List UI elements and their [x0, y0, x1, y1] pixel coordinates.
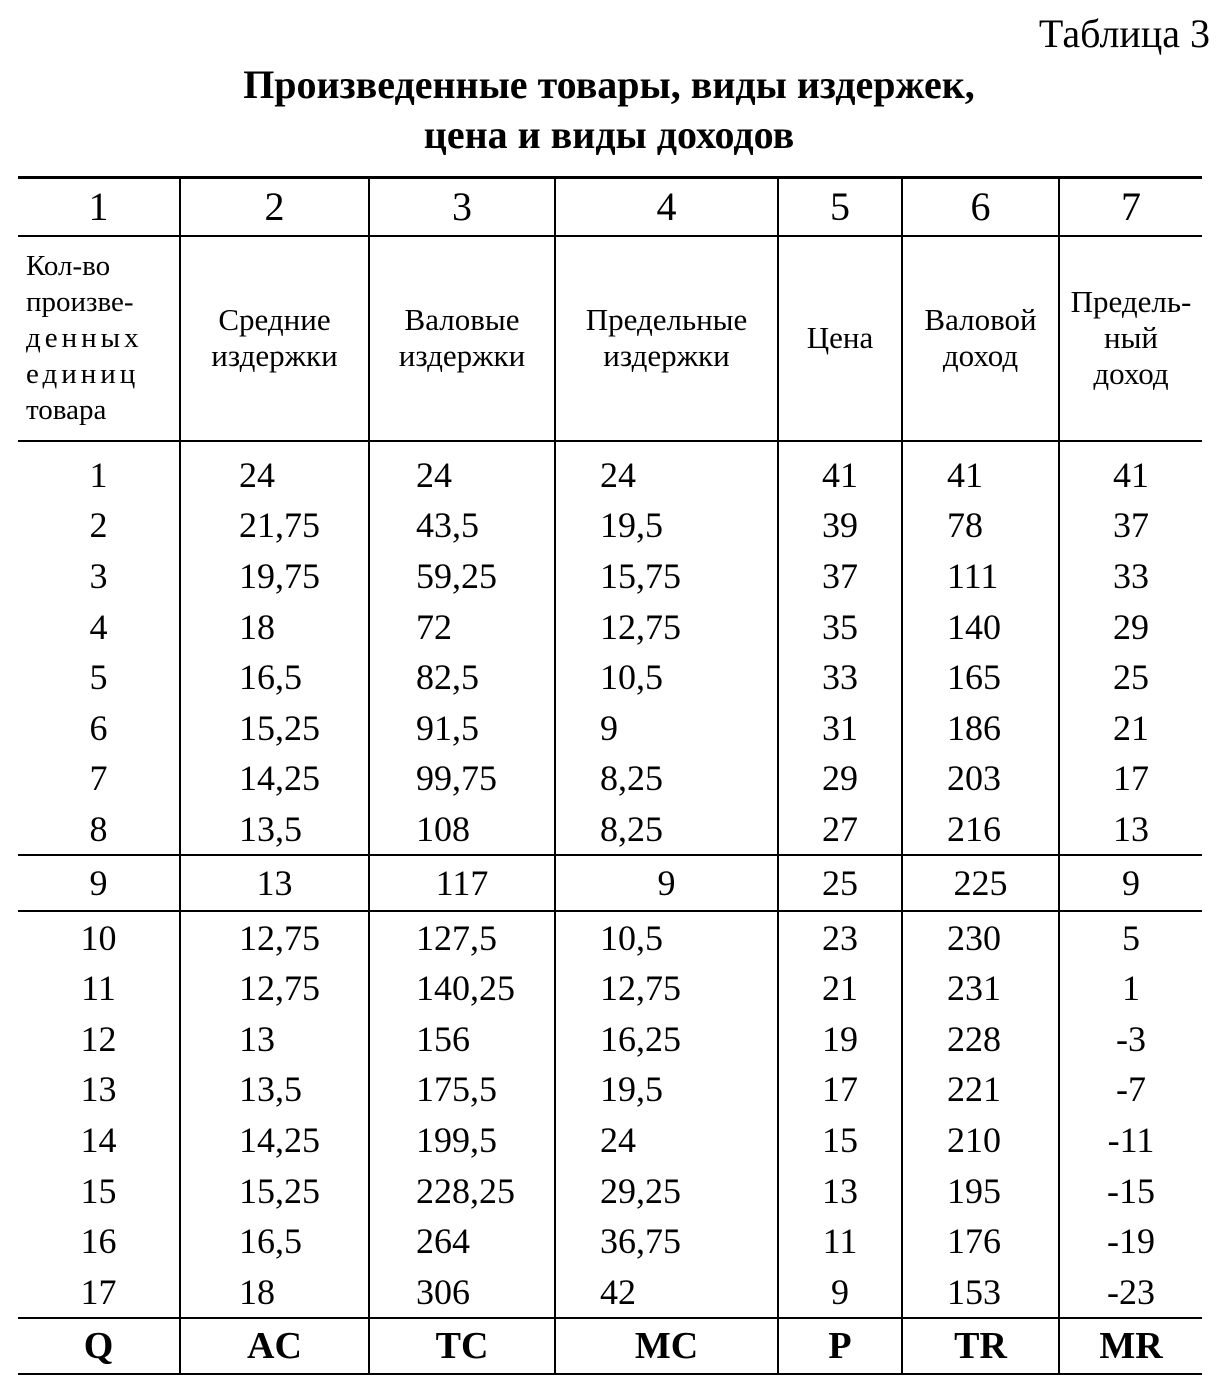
- table-row: [18, 1013, 1202, 1064]
- table-cell: 199,5: [369, 1115, 555, 1166]
- table-cell: 82,5: [369, 652, 555, 703]
- table-cell: 15,75: [555, 551, 778, 602]
- table-row: [18, 1266, 1202, 1318]
- table-cell: 216: [902, 804, 1059, 856]
- column-number: 7: [1059, 178, 1202, 236]
- table-cell: 306: [369, 1266, 555, 1318]
- table-cell: 25: [778, 855, 902, 911]
- table-cell: 6: [89, 707, 108, 748]
- column-number: 5: [778, 178, 902, 236]
- table-cell: 21: [778, 963, 902, 1014]
- header-line: издержки: [603, 338, 730, 373]
- table-cell: 24: [555, 1115, 778, 1166]
- table-cell: 13,5: [180, 804, 369, 856]
- table-cell: 19,5: [555, 500, 778, 551]
- table-cell: 37: [1059, 500, 1202, 551]
- table-cell: 9: [555, 702, 778, 753]
- table-row: [18, 601, 1202, 652]
- table-cell: 99,75: [369, 753, 555, 804]
- table-cell: 264: [369, 1216, 555, 1267]
- table-cell: 3: [89, 555, 108, 596]
- header-line: издержки: [211, 338, 338, 373]
- table-cell: 19,5: [555, 1064, 778, 1115]
- header-line: доход: [942, 338, 1019, 373]
- table-cell: 15: [80, 1170, 117, 1211]
- table-cell: 36,75: [555, 1216, 778, 1267]
- table-cell: 231: [902, 963, 1059, 1014]
- table-cell: 31: [778, 702, 902, 753]
- table-cell: 41: [1059, 441, 1202, 501]
- table-cell: 29: [1059, 601, 1202, 652]
- table-cell: 1: [89, 454, 108, 495]
- table-cell: 186: [902, 702, 1059, 753]
- table-cell: 21,75: [180, 500, 369, 551]
- table-cell: 5: [1059, 911, 1202, 963]
- table-cell: 37: [778, 551, 902, 602]
- table-cell: 8,25: [555, 804, 778, 856]
- table-cell: 228: [902, 1013, 1059, 1064]
- table-cell: -11: [1059, 1115, 1202, 1166]
- table-cell: 24: [180, 441, 369, 501]
- table-cell: 195: [902, 1165, 1059, 1216]
- symbol-cell: AC: [180, 1318, 369, 1374]
- symbol-cell: MR: [1059, 1318, 1202, 1374]
- table-cell: 2: [89, 505, 108, 546]
- table-cell: 19: [778, 1013, 902, 1064]
- table-row: [18, 1216, 1202, 1267]
- table-cell: 72: [369, 601, 555, 652]
- table-cell: 12: [80, 1018, 117, 1059]
- table-cell: 12,75: [555, 963, 778, 1014]
- table-row: [18, 702, 1202, 753]
- table-cell: 15,25: [180, 702, 369, 753]
- table-cell: 25: [1059, 652, 1202, 703]
- table-row: [18, 855, 1202, 911]
- header-line: Предельные: [585, 302, 748, 337]
- table-cell: 12,75: [180, 963, 369, 1014]
- table-cell: -7: [1059, 1064, 1202, 1115]
- table-cell: -15: [1059, 1165, 1202, 1216]
- symbol-cell: Q: [83, 1325, 114, 1367]
- table-row: [18, 652, 1202, 703]
- table-title-line-2: цена и виды доходов: [423, 112, 795, 157]
- header-line: товара: [26, 394, 107, 426]
- table-cell: 16,25: [555, 1013, 778, 1064]
- table-row: [18, 804, 1202, 856]
- header-line: Предель-: [1070, 284, 1192, 319]
- table-cell: 127,5: [369, 911, 555, 963]
- table-cell: 140: [902, 601, 1059, 652]
- column-number-row: [18, 178, 1202, 236]
- table-cell: 17: [778, 1064, 902, 1115]
- header-line: доход: [1093, 356, 1169, 391]
- table-cell: 19,75: [180, 551, 369, 602]
- table-cell: 17: [1059, 753, 1202, 804]
- header-line: издержки: [398, 338, 526, 373]
- header-line: Средние: [218, 302, 331, 337]
- symbol-cell: TC: [369, 1318, 555, 1374]
- table-cell: 33: [778, 652, 902, 703]
- table-cell: 11: [778, 1216, 902, 1267]
- header-line: Валовой: [924, 302, 1037, 337]
- header-line: денных: [26, 322, 143, 354]
- cost-revenue-table: [18, 176, 1202, 1375]
- table-cell: 13,5: [180, 1064, 369, 1115]
- table-row: [18, 911, 1202, 963]
- table-row: [18, 753, 1202, 804]
- table-title-line-1: Произведенные товары, виды издержек,: [243, 62, 975, 107]
- table-cell: 14,25: [180, 1115, 369, 1166]
- table-cell: 14: [80, 1119, 117, 1160]
- table-cell: 9: [778, 1266, 902, 1318]
- table-cell: 9: [555, 855, 778, 911]
- table-cell: 16: [80, 1221, 117, 1262]
- table-cell: 42: [555, 1266, 778, 1318]
- column-header-row: [18, 236, 1202, 441]
- table-row: [18, 1115, 1202, 1166]
- header-quantity: [18, 236, 180, 441]
- table-row: [18, 963, 1202, 1014]
- table-cell: 1: [1059, 963, 1202, 1014]
- table-cell: 7: [89, 758, 108, 799]
- table-cell: 108: [369, 804, 555, 856]
- table-cell: 156: [369, 1013, 555, 1064]
- table-cell: 16,5: [180, 652, 369, 703]
- table-row: [18, 441, 1202, 501]
- table-cell: -19: [1059, 1216, 1202, 1267]
- table-cell: 9: [89, 863, 108, 904]
- column-number: 1: [88, 184, 109, 230]
- table-cell: 41: [902, 441, 1059, 501]
- table-cell: 175,5: [369, 1064, 555, 1115]
- table-row: [18, 1064, 1202, 1115]
- symbol-cell: TR: [902, 1318, 1059, 1374]
- symbol-cell: MC: [555, 1318, 778, 1374]
- table-cell: 13: [1059, 804, 1202, 856]
- header-line: ный: [1103, 320, 1158, 355]
- header-total-revenue: [902, 236, 1059, 441]
- table-cell: 140,25: [369, 963, 555, 1014]
- table-row: [18, 551, 1202, 602]
- table-cell: 111: [902, 551, 1059, 602]
- table-cell: 15: [778, 1115, 902, 1166]
- table-cell: 21: [1059, 702, 1202, 753]
- table-cell: 13: [80, 1069, 117, 1110]
- table-cell: 5: [89, 657, 108, 698]
- header-marginal-costs: [555, 236, 778, 441]
- header-price: [778, 236, 902, 441]
- table-number-label: Таблица 3: [1038, 11, 1210, 56]
- table-row: [18, 1165, 1202, 1216]
- table-cell: 10,5: [555, 911, 778, 963]
- table-cell: 228,25: [369, 1165, 555, 1216]
- table-cell: 41: [778, 441, 902, 501]
- table-cell: 24: [369, 441, 555, 501]
- table-cell: 29: [778, 753, 902, 804]
- table-cell: 13: [180, 1013, 369, 1064]
- header-line: Кол-во: [26, 250, 111, 282]
- header-line: единиц: [26, 358, 140, 390]
- table-cell: 12,75: [555, 601, 778, 652]
- table-cell: 153: [902, 1266, 1059, 1318]
- table-cell: 13: [778, 1165, 902, 1216]
- table-row: [18, 500, 1202, 551]
- table-cell: 12,75: [180, 911, 369, 963]
- header-line: произве-: [26, 286, 134, 318]
- table-cell: 221: [902, 1064, 1059, 1115]
- table-cell: 9: [1059, 855, 1202, 911]
- table-cell: 18: [180, 601, 369, 652]
- table-cell: 10,5: [555, 652, 778, 703]
- table-cell: 17: [80, 1271, 117, 1312]
- table-cell: 203: [902, 753, 1059, 804]
- header-line: Валовые: [404, 302, 520, 337]
- symbol-cell: P: [778, 1318, 902, 1374]
- table-cell: -3: [1059, 1013, 1202, 1064]
- table-cell: 13: [180, 855, 369, 911]
- header-line: Цена: [806, 320, 874, 355]
- column-number: 6: [902, 178, 1059, 236]
- table-cell: 225: [902, 855, 1059, 911]
- table-cell: 210: [902, 1115, 1059, 1166]
- table-body: [18, 441, 1202, 1319]
- table-cell: 29,25: [555, 1165, 778, 1216]
- table-cell: 39: [778, 500, 902, 551]
- table-cell: 117: [369, 855, 555, 911]
- table-cell: 4: [89, 606, 108, 647]
- column-number: 3: [369, 178, 555, 236]
- table-cell: 8: [89, 808, 108, 849]
- table-cell: 176: [902, 1216, 1059, 1267]
- header-total-costs: [369, 236, 555, 441]
- table-cell: 230: [902, 911, 1059, 963]
- table-cell: 10: [80, 917, 117, 958]
- table-cell: 35: [778, 601, 902, 652]
- table-cell: 43,5: [369, 500, 555, 551]
- table-cell: 78: [902, 500, 1059, 551]
- symbol-row: [18, 1318, 1202, 1374]
- table-cell: 18: [180, 1266, 369, 1318]
- table-cell: 165: [902, 652, 1059, 703]
- header-marginal-revenue: [1059, 236, 1202, 441]
- table-cell: 27: [778, 804, 902, 856]
- table-cell: 91,5: [369, 702, 555, 753]
- column-number: 2: [180, 178, 369, 236]
- table-cell: 24: [555, 441, 778, 501]
- table-cell: -23: [1059, 1266, 1202, 1318]
- table-cell: 14,25: [180, 753, 369, 804]
- column-number: 4: [555, 178, 778, 236]
- table-cell: 15,25: [180, 1165, 369, 1216]
- table-cell: 11: [81, 968, 116, 1009]
- table-cell: 33: [1059, 551, 1202, 602]
- table-cell: 16,5: [180, 1216, 369, 1267]
- header-average-costs: [180, 236, 369, 441]
- table-cell: 59,25: [369, 551, 555, 602]
- table-cell: 8,25: [555, 753, 778, 804]
- table-cell: 23: [778, 911, 902, 963]
